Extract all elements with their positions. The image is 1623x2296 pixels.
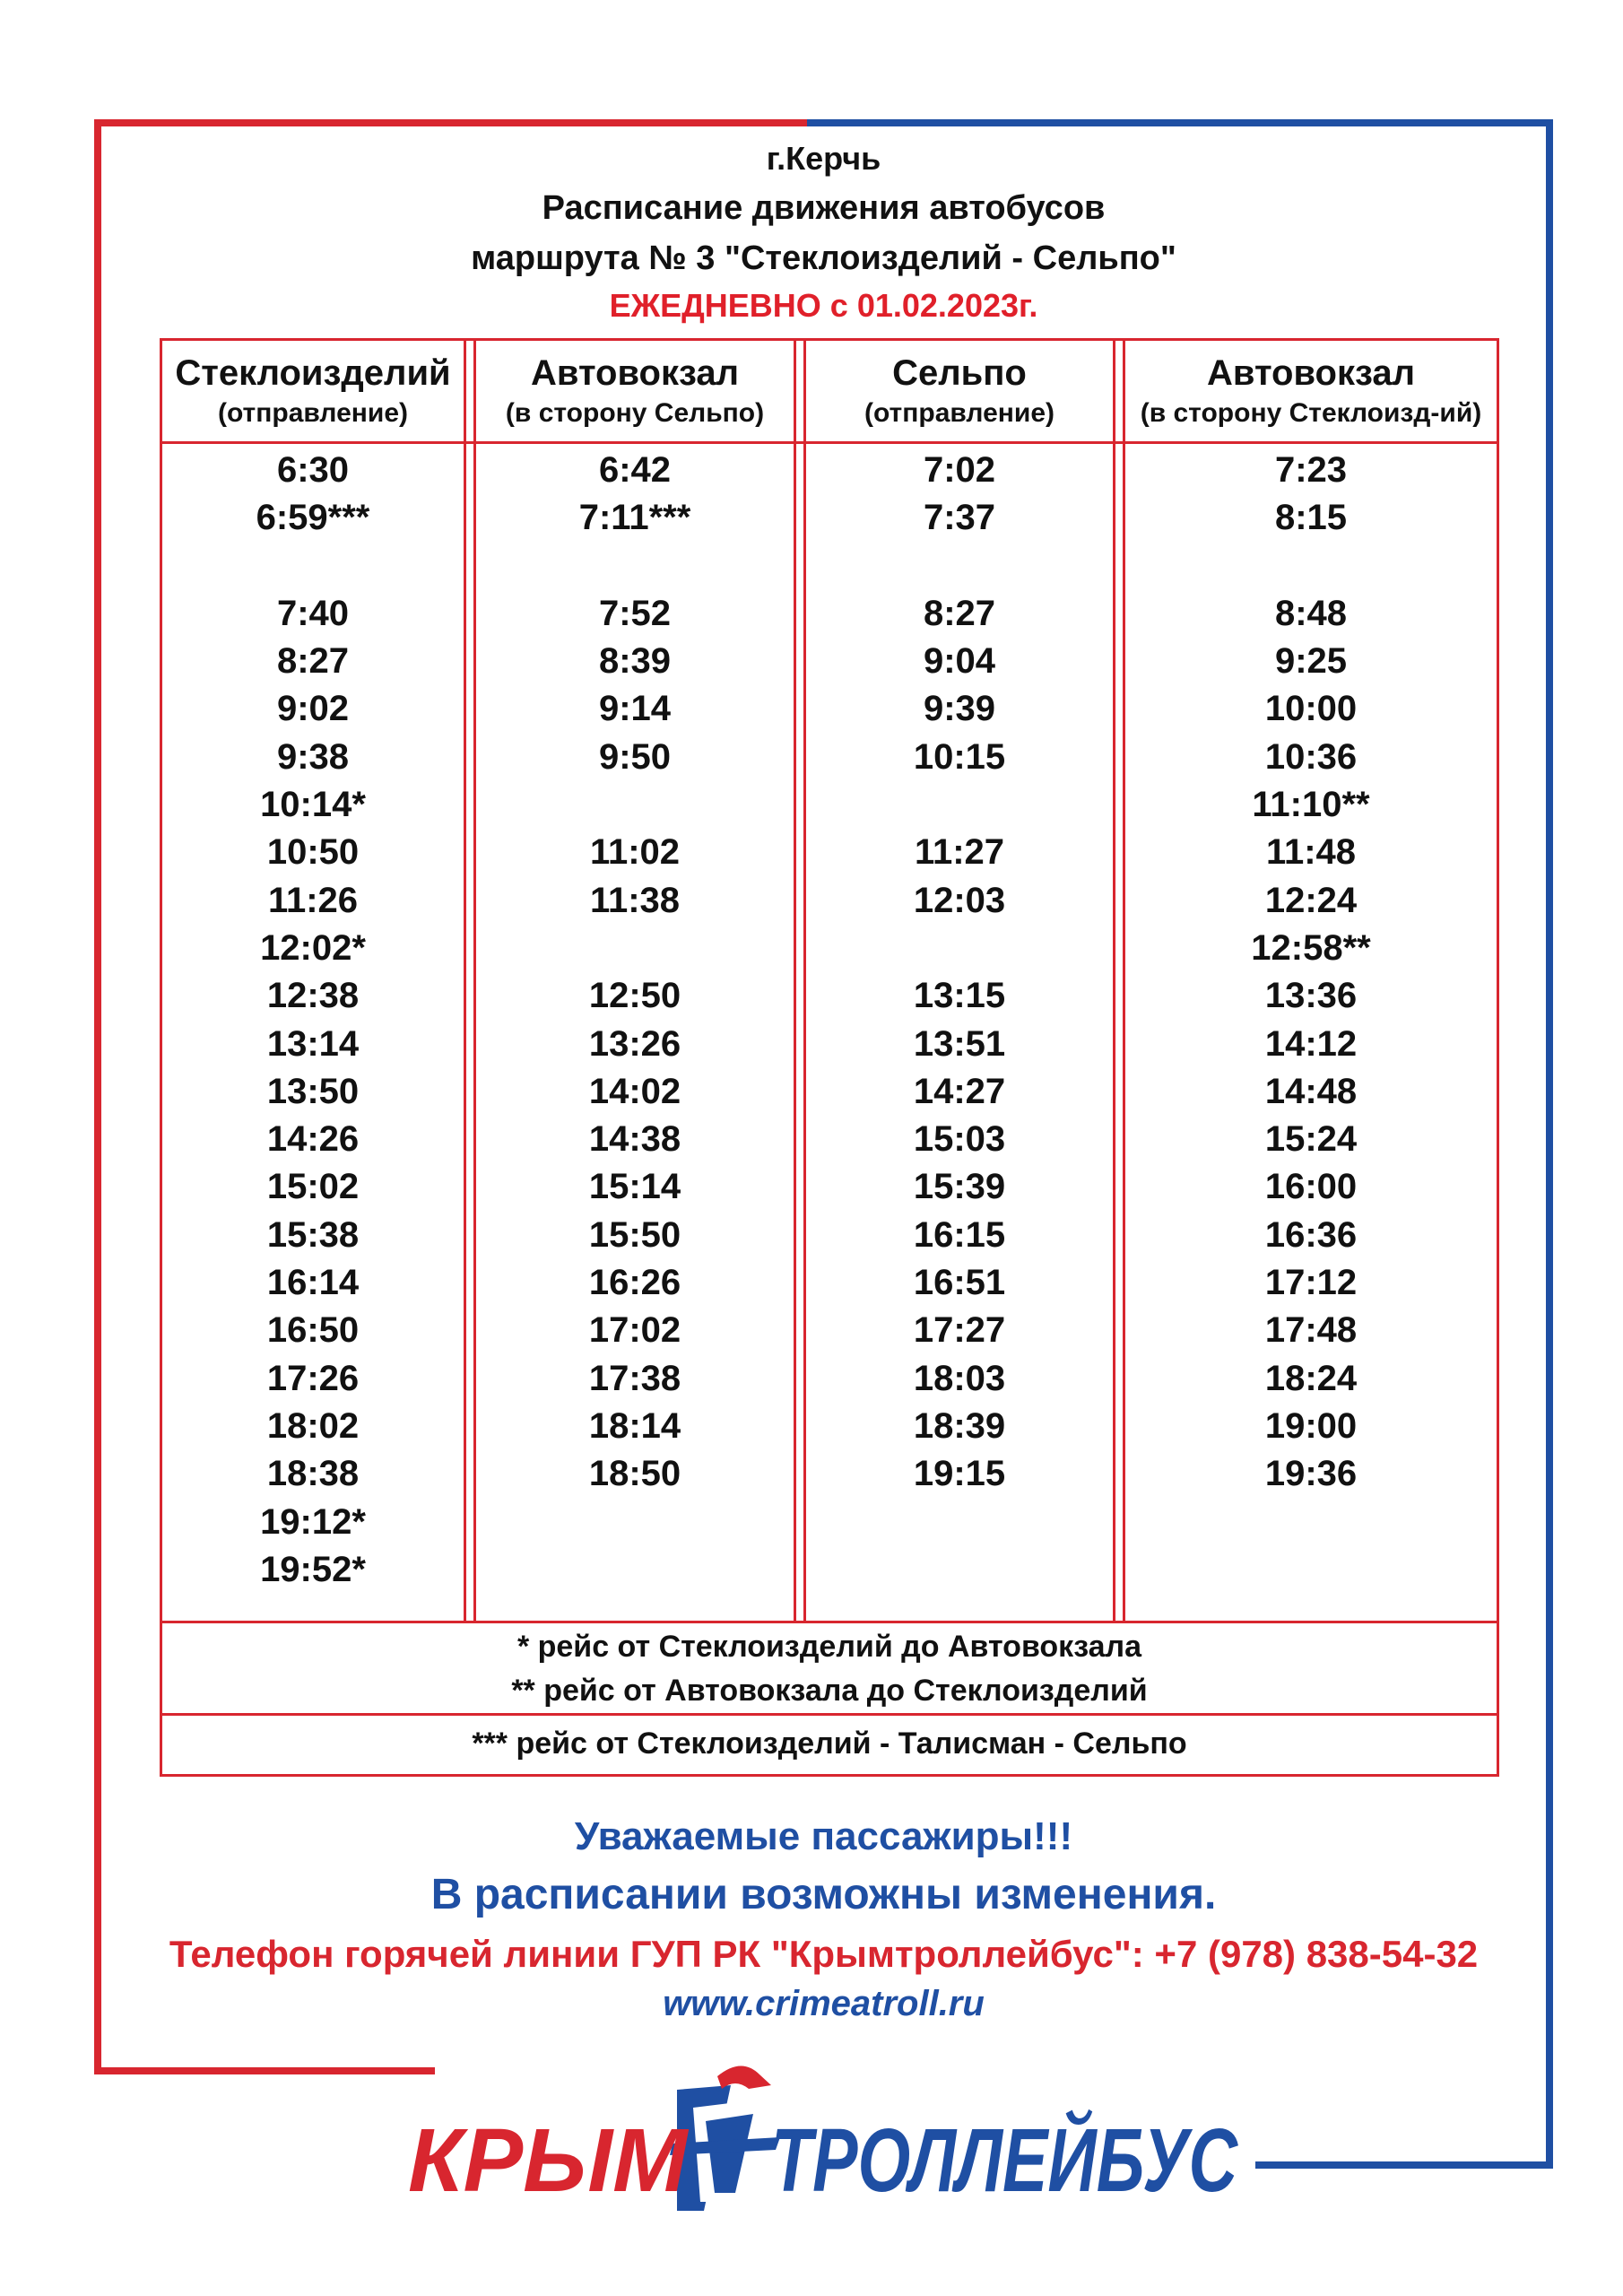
- header-divider: [162, 441, 1497, 444]
- departure-time: [806, 925, 1113, 972]
- krymtrolleybus-logo: [408, 2058, 1389, 2220]
- departure-time: 6:30: [276, 450, 350, 490]
- departure-time: 12:50: [588, 976, 681, 1016]
- departure-time: 18:14: [588, 1405, 681, 1446]
- departure-time: 14:48: [1264, 1071, 1358, 1111]
- departure-time: 6:42: [598, 450, 672, 490]
- column-header-selpo: [806, 341, 1113, 441]
- departure-time: 10:15: [913, 736, 1006, 777]
- departure-time: 13:51: [913, 1023, 1006, 1064]
- column-header-avtovokzal-selpo: [476, 341, 794, 441]
- departure-time: 16:36: [1264, 1214, 1358, 1255]
- departure-time: 9:50: [598, 736, 672, 777]
- departure-time: 7:02: [923, 450, 996, 490]
- times-column-avtovokzal-steklo: [1125, 447, 1497, 1594]
- notes-divider-2: [162, 1713, 1497, 1716]
- column-subtitle: (отправление): [217, 398, 409, 428]
- departure-time: [476, 781, 794, 829]
- departure-time: 9:02: [276, 689, 350, 729]
- departure-time: 13:50: [266, 1071, 360, 1111]
- departure-time: 19:00: [1264, 1405, 1358, 1446]
- column-subtitle: (отправление): [864, 398, 1055, 428]
- departure-time: [476, 1546, 794, 1594]
- departure-time: 16:15: [913, 1214, 1006, 1255]
- departure-time: 17:02: [588, 1310, 681, 1351]
- frame-top-blue: [807, 119, 1553, 126]
- departure-time: 11:48: [1265, 832, 1357, 873]
- departure-time: 19:15: [913, 1454, 1006, 1494]
- route-name: маршрута № 3 "Стеклоизделий - Сельпо": [471, 239, 1176, 277]
- departure-time: 7:40: [276, 593, 350, 633]
- notes-block: [162, 1625, 1497, 1713]
- departure-time: 10:50: [266, 832, 360, 873]
- departure-time: 16:51: [913, 1263, 1006, 1303]
- departure-time: 18:50: [588, 1454, 681, 1494]
- departure-time: 15:02: [266, 1167, 360, 1207]
- greeting-text: Уважаемые пассажиры!!!: [574, 1814, 1073, 1858]
- departure-time: 7:11***: [578, 498, 691, 538]
- departure-time: [476, 543, 794, 590]
- col-divider: [794, 341, 796, 1621]
- timetable: [160, 338, 1499, 1777]
- departure-time: 10:14*: [260, 785, 366, 825]
- city-name: г.Керчь: [766, 140, 881, 177]
- departure-time: 7:37: [923, 498, 996, 538]
- departure-time: 6:59***: [256, 498, 370, 538]
- departure-time: 15:39: [913, 1167, 1006, 1207]
- departure-time: [806, 781, 1113, 829]
- departure-time: [1125, 1546, 1497, 1594]
- departure-time: [806, 1499, 1113, 1546]
- departure-time: 13:26: [588, 1023, 681, 1064]
- departure-time: 15:38: [266, 1214, 360, 1255]
- departure-time: 9:14: [598, 689, 672, 729]
- departure-time: 12:03: [913, 880, 1006, 920]
- departure-time: 8:15: [1274, 498, 1348, 538]
- departure-time: 10:00: [1264, 689, 1358, 729]
- column-subtitle: (в сторону Стеклоизд-ий): [1140, 398, 1482, 428]
- departure-time: 19:36: [1264, 1454, 1358, 1494]
- departure-time: 11:26: [267, 880, 359, 920]
- departure-time: 12:58**: [1251, 927, 1371, 968]
- departure-time: 14:38: [588, 1119, 681, 1160]
- departure-time: 18:02: [266, 1405, 360, 1446]
- departure-time: 16:14: [266, 1263, 360, 1303]
- departure-time: 12:38: [266, 976, 360, 1016]
- departure-time: [1125, 1499, 1497, 1546]
- departure-time: [1125, 543, 1497, 590]
- logo-right-text: ТРОЛЛЕЙБУС: [771, 2110, 1389, 2211]
- column-title: Сельпо: [892, 353, 1027, 393]
- departure-time: 13:14: [266, 1023, 360, 1064]
- frame-top-red: [94, 119, 807, 126]
- departure-time: 19:12*: [260, 1501, 366, 1542]
- departure-time: 8:48: [1274, 593, 1348, 633]
- frame-left-red: [94, 119, 101, 2074]
- departure-time: 18:24: [1264, 1358, 1358, 1398]
- frame-bottom-red: [94, 2067, 435, 2074]
- departure-time: 17:26: [266, 1358, 360, 1398]
- departure-time: 8:27: [923, 593, 996, 633]
- departure-time: 19:52*: [260, 1549, 366, 1589]
- note-single-star: * рейс от Стеклоизделий до Автовокзала: [516, 1630, 1142, 1664]
- times-column-selpo: [806, 447, 1113, 1594]
- departure-time: 15:24: [1264, 1119, 1358, 1160]
- column-header-steklo: [162, 341, 464, 441]
- departure-time: 15:03: [913, 1119, 1006, 1160]
- departure-time: 8:39: [598, 641, 672, 682]
- departure-time: 14:02: [588, 1071, 681, 1111]
- column-title: Стеклоизделий: [175, 353, 451, 393]
- departure-time: 14:12: [1264, 1023, 1358, 1064]
- departure-time: 11:10**: [1252, 785, 1370, 825]
- departure-time: 9:25: [1274, 641, 1348, 682]
- logo-left-text: КРЫМ: [408, 2110, 688, 2211]
- departure-time: 15:14: [588, 1167, 681, 1207]
- departure-time: [162, 543, 464, 590]
- note-double-star: ** рейс от Автовокзала до Стеклоизделий: [511, 1674, 1148, 1708]
- departure-time: 9:39: [923, 689, 996, 729]
- departure-time: 18:39: [913, 1405, 1006, 1446]
- schedule-header: [101, 135, 1546, 328]
- departure-time: [476, 1499, 794, 1546]
- departure-time: 17:12: [1264, 1263, 1358, 1303]
- departure-time: 13:15: [913, 976, 1006, 1016]
- departure-time: 12:02*: [260, 927, 366, 968]
- note-triple-star: *** рейс от Стеклоизделий - Талисман - Сельпо: [472, 1726, 1187, 1761]
- departure-time: 10:36: [1264, 736, 1358, 777]
- departure-time: 15:50: [588, 1214, 681, 1255]
- departure-time: [476, 925, 794, 972]
- departure-time: 14:27: [913, 1071, 1006, 1111]
- frame-right-blue: [1546, 119, 1553, 2169]
- departure-time: 11:02: [589, 832, 681, 873]
- column-subtitle: (в сторону Сельпо): [505, 398, 765, 428]
- departure-time: 11:38: [589, 880, 681, 920]
- departure-time: 12:24: [1264, 880, 1358, 920]
- departure-time: 17:38: [588, 1358, 681, 1398]
- departure-time: 17:27: [913, 1310, 1006, 1351]
- departure-time: 16:00: [1264, 1167, 1358, 1207]
- hotline-text: Телефон горячей линии ГУП РК "Крымтроллейбус": +7 (978) 838-54-32: [169, 1933, 1479, 1975]
- departure-time: 13:36: [1264, 976, 1358, 1016]
- departure-time: 8:27: [276, 641, 350, 682]
- frame-bottom-blue: [1255, 2161, 1553, 2169]
- departure-time: 18:38: [266, 1454, 360, 1494]
- departure-time: 17:48: [1264, 1310, 1358, 1351]
- departure-time: 18:03: [913, 1358, 1006, 1398]
- website-link[interactable]: www.crimeatroll.ru: [663, 1984, 985, 2023]
- logo-graphic: [408, 2058, 1389, 2220]
- column-title: Автовокзал: [1207, 353, 1415, 393]
- schedule-title: Расписание движения автобусов: [542, 189, 1106, 227]
- validity-note: ЕЖЕДНЕВНО с 01.02.2023г.: [609, 287, 1038, 324]
- col-divider: [464, 341, 466, 1621]
- departure-time: 14:26: [266, 1119, 360, 1160]
- departure-time: 16:26: [588, 1263, 681, 1303]
- departure-time: [806, 1546, 1113, 1594]
- departure-time: 7:23: [1274, 450, 1348, 490]
- departure-time: 11:27: [914, 832, 1005, 873]
- warning-text: В расписании возможны изменения.: [430, 1871, 1217, 1918]
- column-title: Автовокзал: [531, 353, 739, 393]
- col-divider: [1113, 341, 1115, 1621]
- times-column-steklo: [162, 447, 464, 1594]
- notes-divider: [162, 1621, 1497, 1623]
- times-column-avtovokzal-selpo: [476, 447, 794, 1594]
- departure-time: 16:50: [266, 1310, 360, 1351]
- departure-time: [806, 543, 1113, 590]
- column-header-avtovokzal-steklo: [1125, 341, 1497, 441]
- departure-time: 9:04: [923, 641, 996, 682]
- departure-time: 9:38: [276, 736, 350, 777]
- departure-time: 7:52: [598, 593, 672, 633]
